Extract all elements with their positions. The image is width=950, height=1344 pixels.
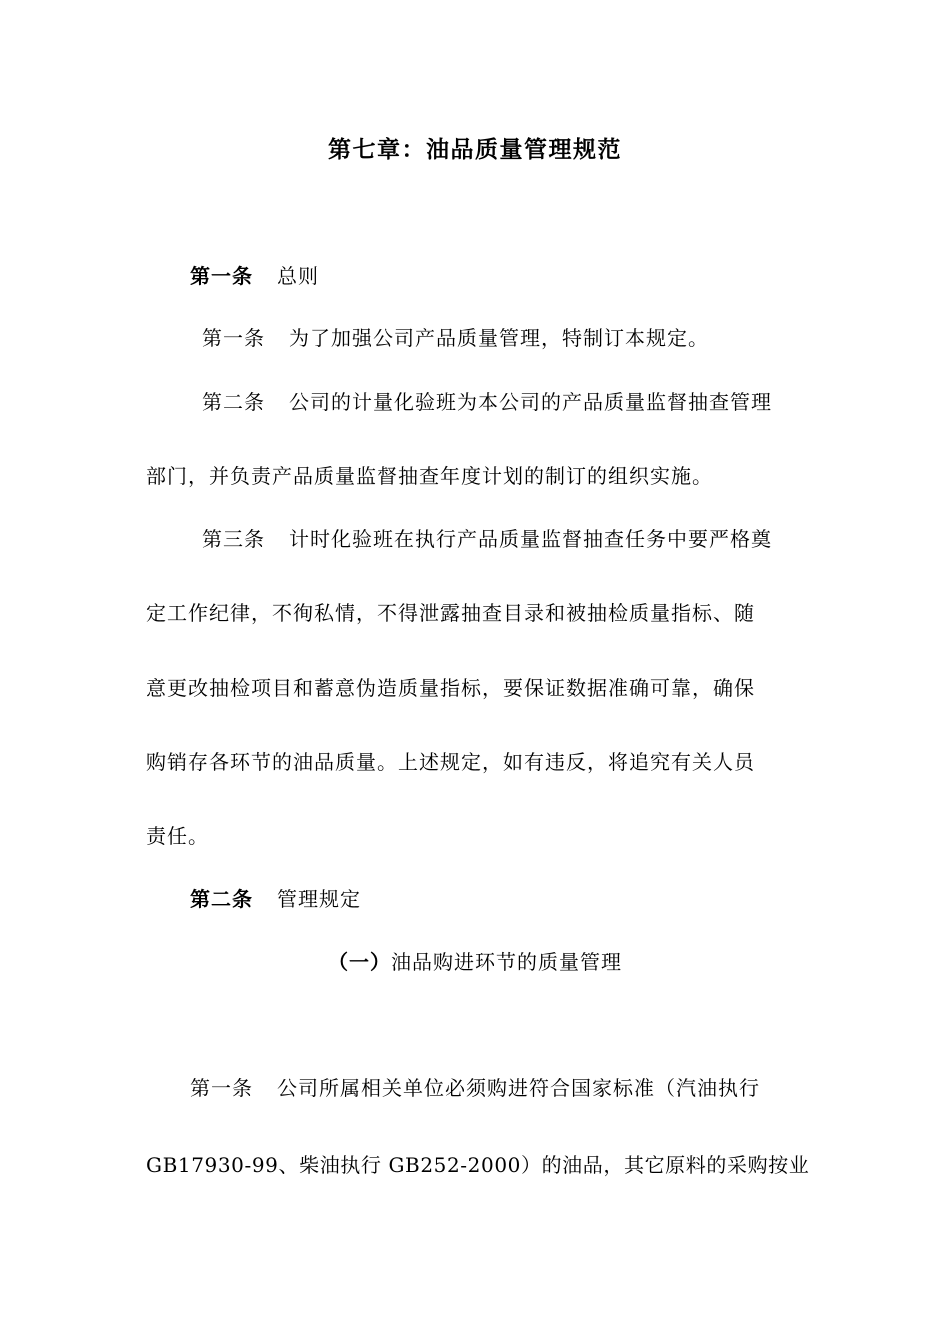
chapter-title: 第七章：油品质量管理规范	[328, 136, 622, 163]
subsection-heading	[0, 950, 950, 974]
section-title: 总则	[277, 264, 319, 288]
article-line	[202, 527, 772, 551]
subsection-marker: （一）	[328, 950, 391, 974]
article-text: 为了加强公司产品质量管理，特制订本规定。	[289, 326, 709, 350]
article-text-continued: 意更改抽检项目和蓄意伪造质量指标，要保证数据准确可靠，确保	[146, 676, 755, 700]
article-text-continued: 购销存各环节的油品质量。上述规定，如有违反，将追究有关人员	[146, 750, 755, 774]
section-heading	[190, 264, 319, 288]
article-text: 计时化验班在执行产品质量监督抽查任务中要严格奠	[289, 527, 772, 551]
article-text-continued: 部门，并负责产品质量监督抽查年度计划的制订的组织实施。	[146, 464, 713, 488]
article-line	[202, 390, 772, 414]
section-title: 管理规定	[277, 887, 361, 911]
section-number: 第二条	[190, 887, 253, 911]
article-label: 第二条	[202, 390, 265, 414]
article-label: 第一条	[190, 1076, 253, 1100]
article-label: 第三条	[202, 527, 265, 551]
article-text-continued: 定工作纪律，不徇私情，不得泄露抽查目录和被抽检质量指标、随	[146, 601, 755, 625]
article-text-continued: GB17930-99、柴油执行 GB252-2000）的油品，其它原料的采购按业	[146, 1153, 810, 1177]
subsection-title: 油品购进环节的质量管理	[391, 950, 622, 974]
article-label: 第一条	[202, 326, 265, 350]
article-line	[202, 326, 709, 350]
article-text-continued: 责任。	[146, 824, 209, 848]
section-number: 第一条	[190, 264, 253, 288]
article-line	[190, 1076, 760, 1100]
article-text: 公司所属相关单位必须购进符合国家标准（汽油执行	[277, 1076, 760, 1100]
section-heading	[190, 887, 361, 911]
article-text: 公司的计量化验班为本公司的产品质量监督抽查管理	[289, 390, 772, 414]
